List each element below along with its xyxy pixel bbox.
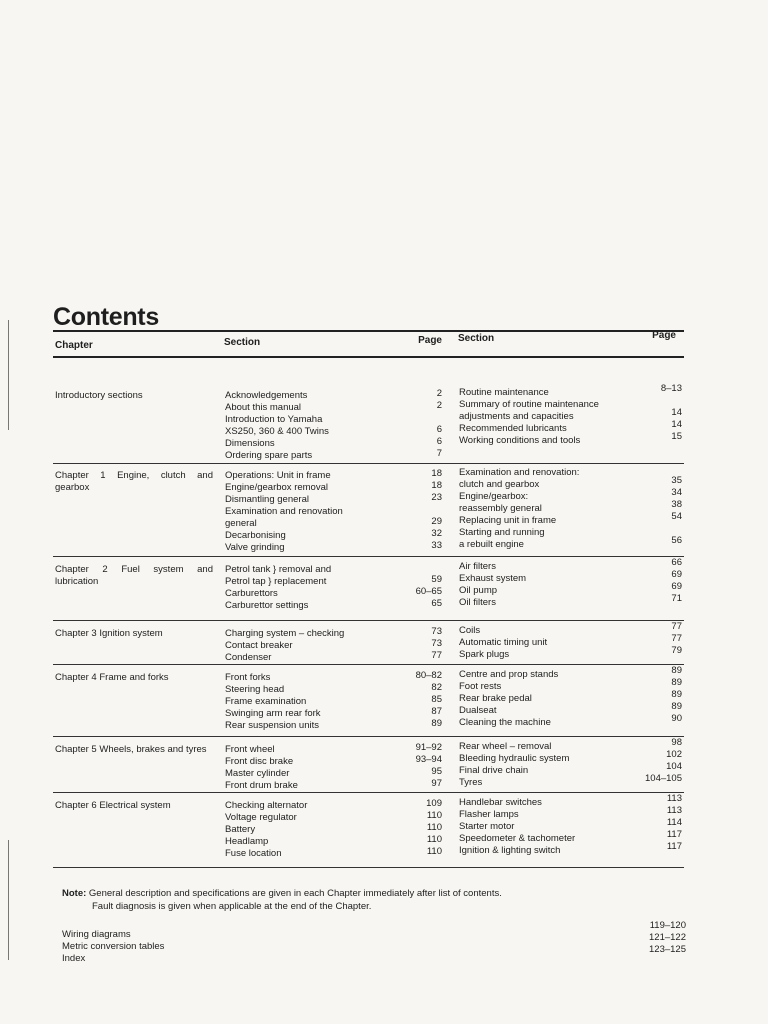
section-entry: clutch and gearbox bbox=[459, 479, 540, 490]
section-entry: Rear wheel – removal bbox=[459, 741, 552, 752]
page-number: 77 bbox=[671, 621, 682, 632]
section-entry: Swinging arm rear fork bbox=[225, 708, 321, 719]
chapter-title: Chapter 2 Fuel system and lubrication bbox=[55, 564, 213, 587]
section-entry: Condenser bbox=[225, 652, 272, 663]
section-list bbox=[459, 741, 569, 789]
page-number bbox=[630, 523, 682, 535]
section-entry: Acknowledgements bbox=[225, 390, 308, 401]
section-entry: Front wheel bbox=[225, 744, 275, 755]
page-list bbox=[630, 793, 682, 853]
appendix-entry: Wiring diagrams bbox=[62, 929, 131, 940]
page-number: 95 bbox=[431, 766, 442, 777]
section-entry: Introduction to Yamaha bbox=[225, 414, 323, 425]
section-list bbox=[225, 470, 343, 554]
page-number: 7 bbox=[436, 448, 442, 459]
section-entry: About this manual bbox=[225, 402, 302, 413]
section-entry: general bbox=[225, 518, 257, 529]
section-entry: Petrol tap } replacement bbox=[225, 576, 327, 587]
section-list bbox=[459, 625, 547, 661]
chapter-title: Chapter 3 Ignition system bbox=[55, 628, 163, 639]
page-number: 14 bbox=[671, 407, 682, 418]
row-rule bbox=[53, 620, 684, 621]
row-rule bbox=[53, 463, 684, 464]
section-entry: Petrol tank } removal and bbox=[225, 564, 332, 575]
section-list bbox=[459, 467, 579, 551]
page-list bbox=[630, 737, 682, 785]
section-entry: Dimensions bbox=[225, 438, 275, 449]
page-number: 15 bbox=[671, 431, 682, 442]
page-list bbox=[394, 626, 442, 662]
page-number: 82 bbox=[431, 682, 442, 693]
page-list bbox=[394, 388, 442, 460]
page-number: 34 bbox=[671, 487, 682, 498]
page-list bbox=[394, 742, 442, 790]
header-page: Page bbox=[418, 335, 442, 346]
section-entry: XS250, 360 & 400 Twins bbox=[225, 426, 329, 437]
section-entry: Carburettors bbox=[225, 588, 278, 599]
section-entry: Starting and running bbox=[459, 527, 545, 538]
header-rule bbox=[53, 356, 684, 358]
section-entry: Engine/gearbox removal bbox=[225, 482, 328, 493]
section-entry: Battery bbox=[225, 824, 256, 835]
section-entry: reassembly general bbox=[459, 503, 542, 514]
page-title: Contents bbox=[53, 303, 159, 331]
section-entry: Flasher lamps bbox=[459, 809, 519, 820]
section-entry: Speedometer & tachometer bbox=[459, 833, 576, 844]
section-entry: Rear brake pedal bbox=[459, 693, 532, 704]
page-number: 110 bbox=[426, 834, 442, 845]
row-rule bbox=[53, 664, 684, 665]
section-entry: Air filters bbox=[459, 561, 496, 572]
page-number: 69 bbox=[671, 581, 682, 592]
page-number: 2 bbox=[436, 400, 442, 411]
section-entry: Voltage regulator bbox=[225, 812, 297, 823]
section-entry: Front disc brake bbox=[225, 756, 294, 767]
page-number: 23 bbox=[431, 492, 442, 503]
page-list bbox=[394, 670, 442, 730]
row-rule bbox=[53, 867, 684, 868]
section-list bbox=[459, 797, 575, 857]
section-entry: Front forks bbox=[225, 672, 271, 683]
section-entry: Frame examination bbox=[225, 696, 307, 707]
page-number: 6 bbox=[436, 424, 442, 435]
page-number: 66 bbox=[671, 557, 682, 568]
section-entry: Working conditions and tools bbox=[459, 435, 581, 446]
page-number: 93–94 bbox=[415, 754, 442, 765]
section-entry: Carburettor settings bbox=[225, 600, 309, 611]
section-entry: Contact breaker bbox=[225, 640, 293, 651]
chapter-title: Chapter 6 Electrical system bbox=[55, 800, 171, 811]
page-number bbox=[394, 504, 442, 516]
page-number: 117 bbox=[666, 841, 682, 852]
section-list bbox=[225, 744, 298, 792]
chapter-title: Introductory sections bbox=[55, 390, 143, 401]
page-number: 110 bbox=[426, 846, 442, 857]
page-list bbox=[630, 665, 682, 725]
section-entry: Rear suspension units bbox=[225, 720, 319, 731]
section-entry: Fuse location bbox=[225, 848, 282, 859]
appendix-page: 121–122 bbox=[649, 932, 686, 943]
section-entry: Oil pump bbox=[459, 585, 498, 596]
section-entry: Cleaning the machine bbox=[459, 717, 551, 728]
note-text: General description and specifications are given in each Chapter immediately after list of contents. bbox=[88, 888, 502, 899]
section-list bbox=[225, 390, 329, 462]
page-number: 114 bbox=[666, 817, 682, 828]
page-number: 8–13 bbox=[660, 383, 682, 394]
page-number: 14 bbox=[671, 419, 682, 430]
section-entry: Final drive chain bbox=[459, 765, 529, 776]
page-list bbox=[394, 468, 442, 552]
row-rule bbox=[53, 556, 684, 557]
page-list bbox=[394, 562, 442, 610]
section-entry: Tyres bbox=[459, 777, 483, 788]
appendix-entry: Index bbox=[62, 953, 86, 964]
section-entry: Centre and prop stands bbox=[459, 669, 559, 680]
section-list bbox=[225, 564, 331, 612]
page-number: 38 bbox=[671, 499, 682, 510]
page-number: 87 bbox=[431, 706, 442, 717]
page-number: 35 bbox=[671, 475, 682, 486]
page-number: 77 bbox=[431, 650, 442, 661]
note-text-2: Fault diagnosis is given when applicable at the end of the Chapter. bbox=[92, 901, 372, 912]
section-entry: Steering head bbox=[225, 684, 285, 695]
page-list bbox=[394, 798, 442, 858]
section-entry: Foot rests bbox=[459, 681, 502, 692]
page-number: 98 bbox=[671, 737, 682, 748]
section-entry: Decarbonising bbox=[225, 530, 286, 541]
section-list bbox=[225, 628, 344, 664]
page-number: 29 bbox=[431, 516, 442, 527]
page-number bbox=[630, 463, 682, 475]
section-entry: Dualseat bbox=[459, 705, 497, 716]
page-number: 104 bbox=[666, 761, 682, 772]
page-number bbox=[394, 412, 442, 424]
section-entry: Bleeding hydraulic system bbox=[459, 753, 570, 764]
section-entry: Operations: Unit in frame bbox=[225, 470, 331, 481]
section-list bbox=[225, 672, 321, 732]
page-number: 104–105 bbox=[645, 773, 682, 784]
page-number: 18 bbox=[431, 468, 442, 479]
page-edge-line bbox=[8, 840, 9, 960]
header-page: Page bbox=[652, 330, 676, 341]
page-list bbox=[630, 557, 682, 605]
page-number: 109 bbox=[426, 798, 442, 809]
page-number: 79 bbox=[671, 645, 682, 656]
page-number: 113 bbox=[666, 805, 682, 816]
appendix-page: 119–120 bbox=[649, 920, 686, 931]
page-number bbox=[394, 562, 442, 574]
section-list bbox=[225, 800, 307, 860]
page-number: 32 bbox=[431, 528, 442, 539]
section-list bbox=[459, 561, 526, 609]
chapter-title: Chapter 1 Engine, clutch and gearbox bbox=[55, 470, 213, 493]
page-number: 90 bbox=[671, 713, 682, 724]
page-number: 91–92 bbox=[415, 742, 442, 753]
section-entry: Recommended lubricants bbox=[459, 423, 567, 434]
page-number: 89 bbox=[671, 665, 682, 676]
page-list bbox=[630, 383, 682, 443]
page-number: 89 bbox=[671, 677, 682, 688]
page-edge-line bbox=[8, 320, 9, 430]
appendix-page: 123–125 bbox=[649, 944, 686, 955]
page-number: 110 bbox=[426, 810, 442, 821]
header-chapter: Chapter bbox=[55, 340, 93, 351]
section-entry: Ordering spare parts bbox=[225, 450, 313, 461]
section-entry: Automatic timing unit bbox=[459, 637, 548, 648]
section-list bbox=[459, 669, 558, 729]
section-entry: Ignition & lighting switch bbox=[459, 845, 561, 856]
header-section: Section bbox=[458, 333, 495, 344]
row-rule bbox=[53, 736, 684, 737]
appendix-entry: Metric conversion tables bbox=[62, 941, 165, 952]
page-number: 65 bbox=[431, 598, 442, 609]
row-rule bbox=[53, 792, 684, 793]
page-number: 110 bbox=[426, 822, 442, 833]
page-number: 56 bbox=[671, 535, 682, 546]
page-number: 89 bbox=[671, 689, 682, 700]
section-entry: Engine/gearbox: bbox=[459, 491, 529, 502]
section-entry: a rebuilt engine bbox=[459, 539, 524, 550]
page-number: 89 bbox=[671, 701, 682, 712]
section-entry: Spark plugs bbox=[459, 649, 510, 660]
section-entry: Dismantling general bbox=[225, 494, 309, 505]
section-entry: Front drum brake bbox=[225, 780, 298, 791]
section-entry: Headlamp bbox=[225, 836, 269, 847]
page-number: 73 bbox=[431, 626, 442, 637]
section-entry: Examination and renovation bbox=[225, 506, 343, 517]
page-number: 97 bbox=[431, 778, 442, 789]
page-number: 59 bbox=[431, 574, 442, 585]
section-entry: Routine maintenance bbox=[459, 387, 549, 398]
page-number: 33 bbox=[431, 540, 442, 551]
page-number: 77 bbox=[671, 633, 682, 644]
header-section: Section bbox=[224, 337, 261, 348]
section-entry: Handlebar switches bbox=[459, 797, 542, 808]
page-number: 85 bbox=[431, 694, 442, 705]
page-number: 73 bbox=[431, 638, 442, 649]
page-list bbox=[630, 463, 682, 547]
page-number: 102 bbox=[666, 749, 682, 760]
page-number: 6 bbox=[436, 436, 442, 447]
section-entry: Replacing unit in frame bbox=[459, 515, 557, 526]
page-number: 69 bbox=[671, 569, 682, 580]
section-entry: Starter motor bbox=[459, 821, 515, 832]
section-entry: Examination and renovation: bbox=[459, 467, 580, 478]
section-list bbox=[459, 387, 599, 447]
page-number bbox=[630, 395, 682, 407]
section-entry: Coils bbox=[459, 625, 481, 636]
chapter-title: Chapter 4 Frame and forks bbox=[55, 672, 169, 683]
section-entry: Master cylinder bbox=[225, 768, 290, 779]
page-number: 54 bbox=[671, 511, 682, 522]
chapter-title: Chapter 5 Wheels, brakes and tyres bbox=[55, 744, 207, 755]
page-number: 89 bbox=[431, 718, 442, 729]
page-number: 2 bbox=[436, 388, 442, 399]
page-list bbox=[630, 621, 682, 657]
section-entry: adjustments and capacities bbox=[459, 411, 574, 422]
section-entry: Charging system – checking bbox=[225, 628, 345, 639]
section-entry: Exhaust system bbox=[459, 573, 527, 584]
note bbox=[62, 888, 502, 900]
page-number: 117 bbox=[666, 829, 682, 840]
section-entry: Checking alternator bbox=[225, 800, 308, 811]
page-number: 71 bbox=[671, 593, 682, 604]
section-entry: Valve grinding bbox=[225, 542, 285, 553]
page-number: 18 bbox=[431, 480, 442, 491]
page-number: 80–82 bbox=[415, 670, 442, 681]
title-rule bbox=[53, 330, 684, 332]
page-number: 60–65 bbox=[415, 586, 442, 597]
page-number: 113 bbox=[666, 793, 682, 804]
note-label: Note: bbox=[62, 888, 87, 899]
section-entry: Summary of routine maintenance bbox=[459, 399, 599, 410]
section-entry: Oil filters bbox=[459, 597, 496, 608]
